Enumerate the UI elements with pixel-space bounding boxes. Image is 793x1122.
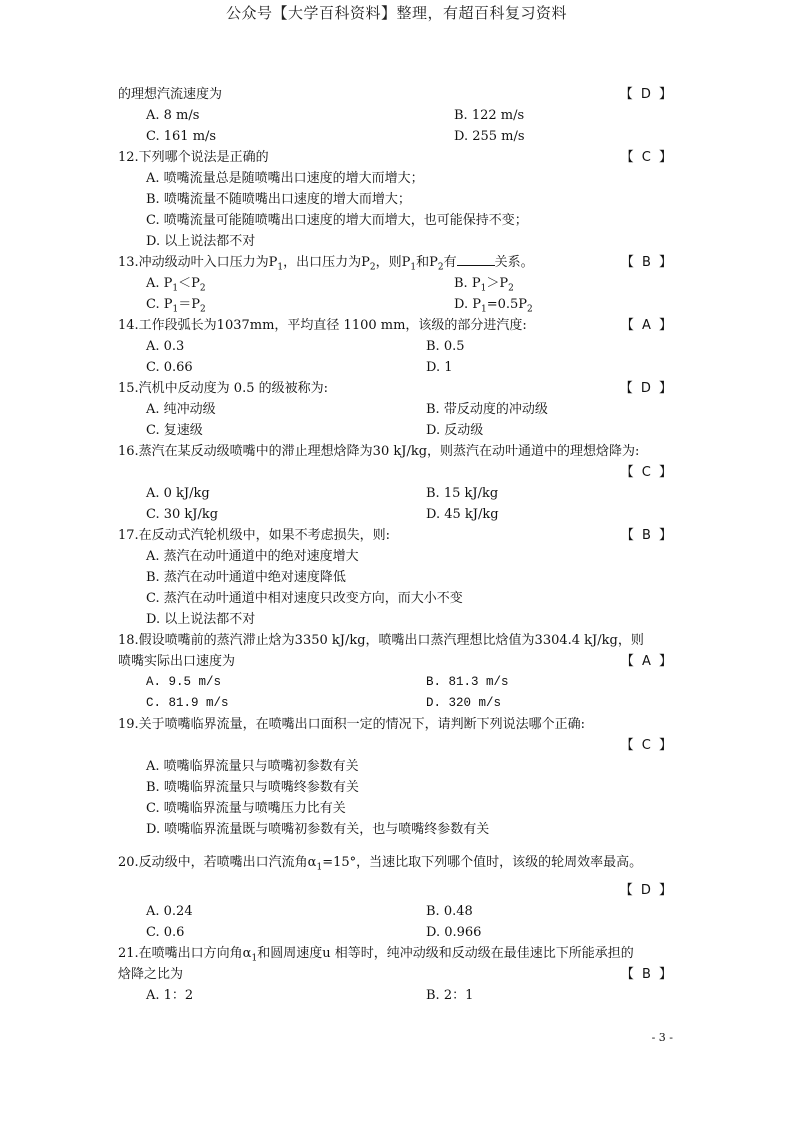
stem-part: 和P: [416, 255, 438, 270]
subscript: 1: [251, 953, 258, 964]
option-d: D. 以上说法都不对: [146, 612, 256, 627]
option-a: A. 喷嘴流量总是随喷嘴出口速度的增大而增大；: [146, 171, 424, 186]
option-d: D. 255 m/s: [454, 129, 525, 144]
option-b: B. 喷嘴流量不随喷嘴出口速度的增大而增大；: [146, 192, 411, 207]
option-a: A. 8 m/s: [146, 108, 200, 123]
option-c: C. 30 kJ/kg: [146, 507, 219, 522]
option-row: [118, 798, 678, 819]
question-17-stem: [118, 525, 678, 546]
option-c: C. 0.66: [146, 360, 193, 375]
option-row: [118, 693, 678, 714]
option-b: B. 122 m/s: [454, 108, 525, 123]
answer-bracket: 【 C 】: [620, 150, 674, 165]
stem-part: ，出口压力为P: [283, 255, 370, 270]
answer-bracket: 【 A 】: [620, 654, 674, 669]
option-b: B. 0.5: [426, 339, 465, 354]
option-c: C. 喷嘴流量可能随喷嘴出口速度的增大而增大，也可能保持不变；: [146, 213, 528, 228]
option-row: [118, 126, 678, 147]
option-row: [118, 756, 678, 777]
option-b: B. 15 kJ/kg: [426, 486, 499, 501]
spacer: [118, 873, 678, 880]
question-18-stem: [118, 630, 678, 651]
stem-part: 有: [443, 255, 457, 270]
subscript: 1: [410, 262, 417, 273]
subscript: 2: [199, 283, 206, 294]
option-c: C. 蒸汽在动叶通道中相对速度只改变方向，而大小不变: [146, 591, 463, 606]
option-row: [118, 819, 678, 840]
option-a: A. 0.3: [146, 339, 185, 354]
answer-bracket: 【 C 】: [620, 738, 674, 753]
option-b: B. 81.3 m/s: [426, 675, 509, 689]
answer-bracket: 【 D 】: [619, 883, 674, 898]
stem-text: [118, 255, 534, 273]
option-row: [118, 399, 678, 420]
option-d: D. 反动级: [426, 423, 484, 438]
stem-part: 关系。: [494, 255, 534, 270]
option-row: [118, 168, 678, 189]
option-c: C. 0.6: [146, 925, 185, 940]
option-row: [118, 189, 678, 210]
stem-text: 12.下列哪个说法是正确的: [118, 150, 269, 165]
stem-part: =15°，当速比取下列哪个值时，该级的轮周效率最高。: [322, 855, 643, 870]
option-d: D. 0.966: [426, 925, 482, 940]
stem-text: 15.汽机中反动度为 0.5 的级被称为:: [118, 381, 328, 396]
option-b: B. 2：1: [426, 988, 474, 1003]
subscript: 2: [199, 304, 206, 315]
option-c: C. 81.9 m/s: [146, 696, 229, 710]
stem-part: 13.冲动级动叶入口压力为P: [118, 255, 278, 270]
option-text: C. P: [146, 297, 173, 312]
option-a: A. 喷嘴临界流量只与喷嘴初参数有关: [146, 759, 359, 774]
page-number: - 3 -: [651, 1031, 673, 1044]
stem-text: 17.在反动式汽轮机级中，如果不考虑损失，则:: [118, 528, 391, 543]
subscript: 2: [437, 262, 444, 273]
subscript: 1: [172, 283, 179, 294]
option-a: A. 0 kJ/kg: [146, 486, 210, 501]
stem-text: [118, 946, 634, 964]
option-d: D. 以上说法都不对: [146, 234, 256, 249]
option-row: [118, 985, 678, 1006]
option-b: B. 0.48: [426, 904, 473, 919]
stem-text: 18.假设喷嘴前的蒸汽滞止焓为3350 kJ/kg，喷嘴出口蒸汽理想比焓值为3304.4 kJ/kg，则: [118, 633, 644, 648]
subscript: 1: [480, 304, 487, 315]
option-d: D. 喷嘴临界流量既与喷嘴初参数有关，也与喷嘴终参数有关: [146, 822, 490, 837]
stem-text: 的理想汽流速度为: [118, 87, 223, 102]
question-12-stem: [118, 147, 678, 168]
answer-row: [118, 462, 678, 483]
answer-row: [118, 880, 678, 901]
option-row: [118, 294, 678, 315]
stem-part: 21.在喷嘴出口方向角α: [118, 946, 252, 961]
answer-bracket: 【 C 】: [620, 465, 674, 480]
option-c: C. 161 m/s: [146, 129, 217, 144]
stem-part: 20.反动级中，若喷嘴出口汽流角α: [118, 855, 317, 870]
option-text: D. P: [454, 297, 481, 312]
subscript: 1: [316, 862, 323, 873]
option-text: ＞P: [486, 276, 509, 291]
option-row: [118, 777, 678, 798]
option-a: A. 纯冲动级: [146, 402, 216, 417]
stem-text: 19.关于喷嘴临界流量，在喷嘴出口面积一定的情况下，请判断下列说法哪个正确:: [118, 717, 586, 732]
option-d: D. 45 kJ/kg: [426, 507, 499, 522]
question-18-stem-cont: [118, 651, 678, 672]
stem-text: [118, 855, 643, 873]
stem-text: 喷嘴实际出口速度为: [118, 654, 236, 669]
spacer: [118, 840, 678, 852]
answer-bracket: 【 B 】: [620, 255, 674, 270]
subscript: 1: [172, 304, 179, 315]
option-row: [118, 504, 678, 525]
subscript: 1: [277, 262, 284, 273]
question-19-stem: [118, 714, 678, 735]
answer-bracket: 【 A 】: [620, 318, 674, 333]
stem-part: ，则P: [375, 255, 411, 270]
page-header: 公众号【大学百科资料】整理，有超百科复习资料: [225, 4, 567, 22]
answer-bracket: 【 B 】: [620, 528, 674, 543]
option-row: [118, 273, 678, 294]
option-row: [118, 567, 678, 588]
option-row: [118, 609, 678, 630]
question-21-stem-cont: [118, 964, 678, 985]
option-row: [118, 588, 678, 609]
option-row: [118, 483, 678, 504]
question-11-stem: [118, 84, 678, 105]
option-text: ＜P: [178, 276, 200, 291]
option-text: ＝P: [178, 297, 200, 312]
answer-bracket: 【 D 】: [619, 87, 674, 102]
option-row: [118, 901, 678, 922]
answer-bracket: 【 B 】: [620, 967, 674, 982]
option-a: A. 蒸汽在动叶通道中的绝对速度增大: [146, 549, 359, 564]
option-row: [118, 922, 678, 943]
option-b: B. 带反动度的冲动级: [426, 402, 548, 417]
option-a: A. 0.24: [146, 904, 193, 919]
option-row: [118, 105, 678, 126]
option-row: [118, 672, 678, 693]
option-row: [118, 546, 678, 567]
option-c: C. 喷嘴临界流量与喷嘴压力比有关: [146, 801, 346, 816]
subscript: 2: [508, 283, 514, 294]
subscript: 2: [369, 262, 376, 273]
option-text: =0.5P: [486, 297, 528, 312]
option-c: C. 复速级: [146, 423, 203, 438]
option-text: A. P: [146, 276, 173, 291]
option-text: B. P: [454, 276, 481, 291]
option-d: D. 1: [426, 360, 453, 375]
option-row: [118, 231, 678, 252]
option-d: D. 320 m/s: [426, 696, 502, 710]
stem-part: 和圆周速度u 相等时，纯冲动级和反动级在最佳速比下所能承担的: [257, 946, 634, 961]
fill-blank: [457, 253, 495, 266]
answer-bracket: 【 D 】: [619, 381, 674, 396]
option-a: A. 9.5 m/s: [146, 675, 222, 689]
option-a: A. 1：2: [146, 988, 194, 1003]
option-row: [118, 336, 678, 357]
option-b: B. 蒸汽在动叶通道中绝对速度降低: [146, 570, 346, 585]
option-b: B. 喷嘴临界流量只与喷嘴终参数有关: [146, 780, 359, 795]
question-21-stem: [118, 943, 678, 964]
subscript: 1: [480, 283, 487, 294]
option-row: [118, 357, 678, 378]
option-row: [118, 420, 678, 441]
option-row: [118, 210, 678, 231]
subscript: 2: [527, 304, 533, 315]
stem-text: 焓降之比为: [118, 967, 184, 982]
question-15-stem: [118, 378, 678, 399]
answer-row: [118, 735, 678, 756]
question-13-stem: [118, 252, 678, 273]
stem-text: 16.蒸汽在某反动级喷嘴中的滞止理想焓降为30 kJ/kg，则蒸汽在动叶通道中的理想焓降为:: [118, 444, 640, 459]
question-20-stem: [118, 852, 678, 873]
question-14-stem: [118, 315, 678, 336]
question-16-stem: [118, 441, 678, 462]
stem-text: 14.工作段弧长为1037mm，平均直径 1100 mm，该级的部分进汽度:: [118, 318, 527, 333]
question-list: [118, 84, 678, 1006]
